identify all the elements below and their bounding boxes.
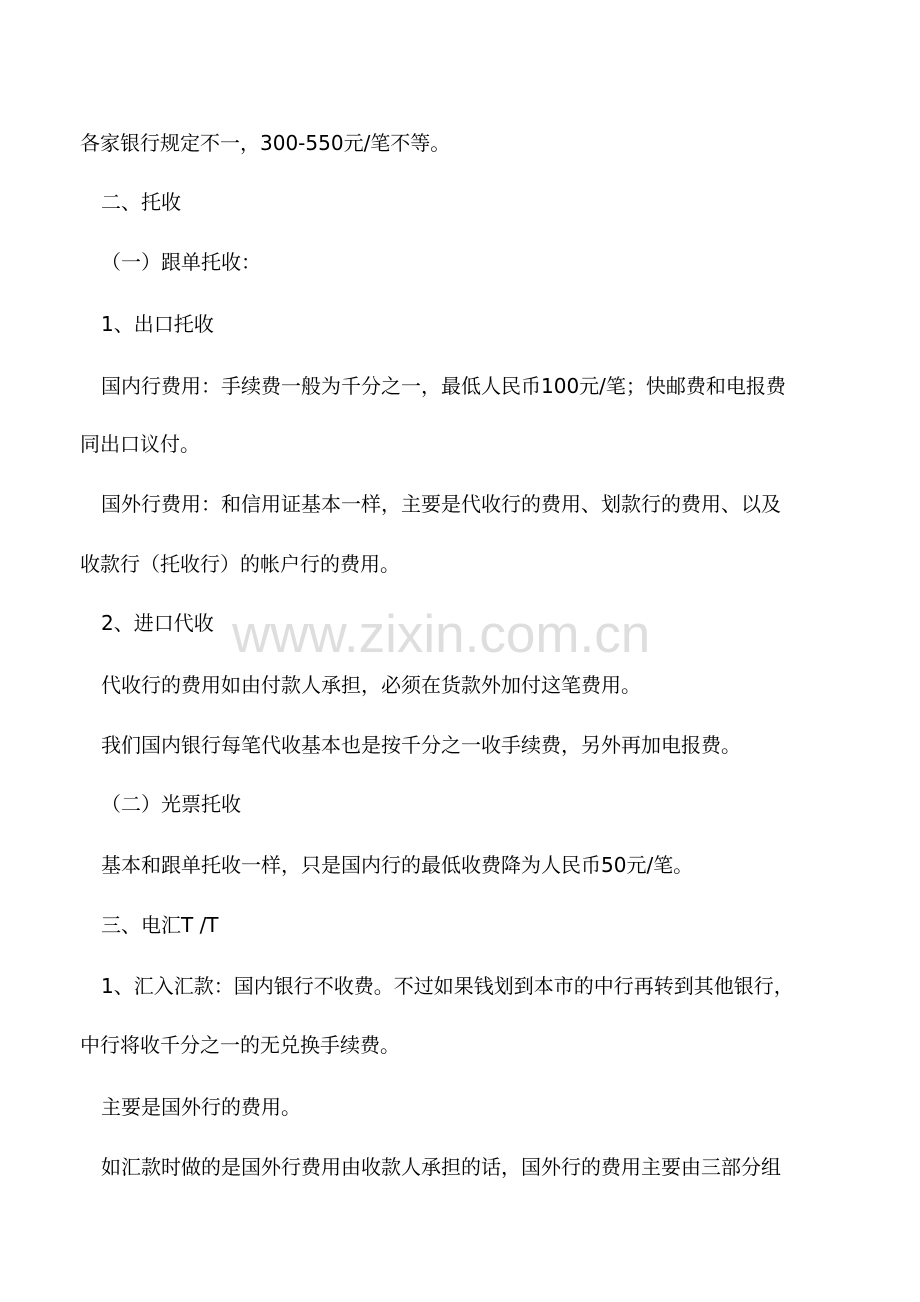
paragraph-line: 同出口议付。 bbox=[80, 432, 200, 456]
subsection-heading: （二）光票托收 bbox=[101, 792, 241, 816]
section-heading: 三、电汇T /T bbox=[101, 913, 219, 937]
paragraph-line: 代收行的费用如由付款人承担，必须在货款外加付这笔费用。 bbox=[101, 673, 641, 697]
paragraph-line: 1、汇入汇款：国内银行不收费。不过如果钱划到本市的中行再转到其他银行， bbox=[101, 974, 794, 998]
paragraph-line: 国内行费用：手续费一般为千分之一，最低人民币100元/笔；快邮费和电报费 bbox=[101, 374, 786, 398]
paragraph-line: 中行将收千分之一的无兑换手续费。 bbox=[80, 1033, 400, 1057]
paragraph-line: 我们国内银行每笔代收基本也是按千分之一收手续费，另外再加电报费。 bbox=[101, 733, 741, 757]
item-heading: 1、出口托收 bbox=[101, 312, 214, 336]
watermark: www.zixin.com.cn bbox=[232, 605, 651, 664]
text-line: 各家银行规定不一，300-550元/笔不等。 bbox=[80, 131, 451, 155]
subsection-heading: （一）跟单托收： bbox=[101, 250, 261, 274]
paragraph-line: 如汇款时做的是国外行费用由收款人承担的话，国外行的费用主要由三部分组 bbox=[101, 1155, 781, 1179]
paragraph-line: 基本和跟单托收一样，只是国内行的最低收费降为人民币50元/笔。 bbox=[101, 853, 694, 877]
paragraph-line: 收款行（托收行）的帐户行的费用。 bbox=[80, 552, 400, 576]
section-heading: 二、托收 bbox=[101, 190, 181, 214]
paragraph-line: 主要是国外行的费用。 bbox=[101, 1095, 301, 1119]
item-heading: 2、进口代收 bbox=[101, 611, 214, 635]
paragraph-line: 国外行费用：和信用证基本一样，主要是代收行的费用、划款行的费用、以及 bbox=[101, 492, 781, 516]
